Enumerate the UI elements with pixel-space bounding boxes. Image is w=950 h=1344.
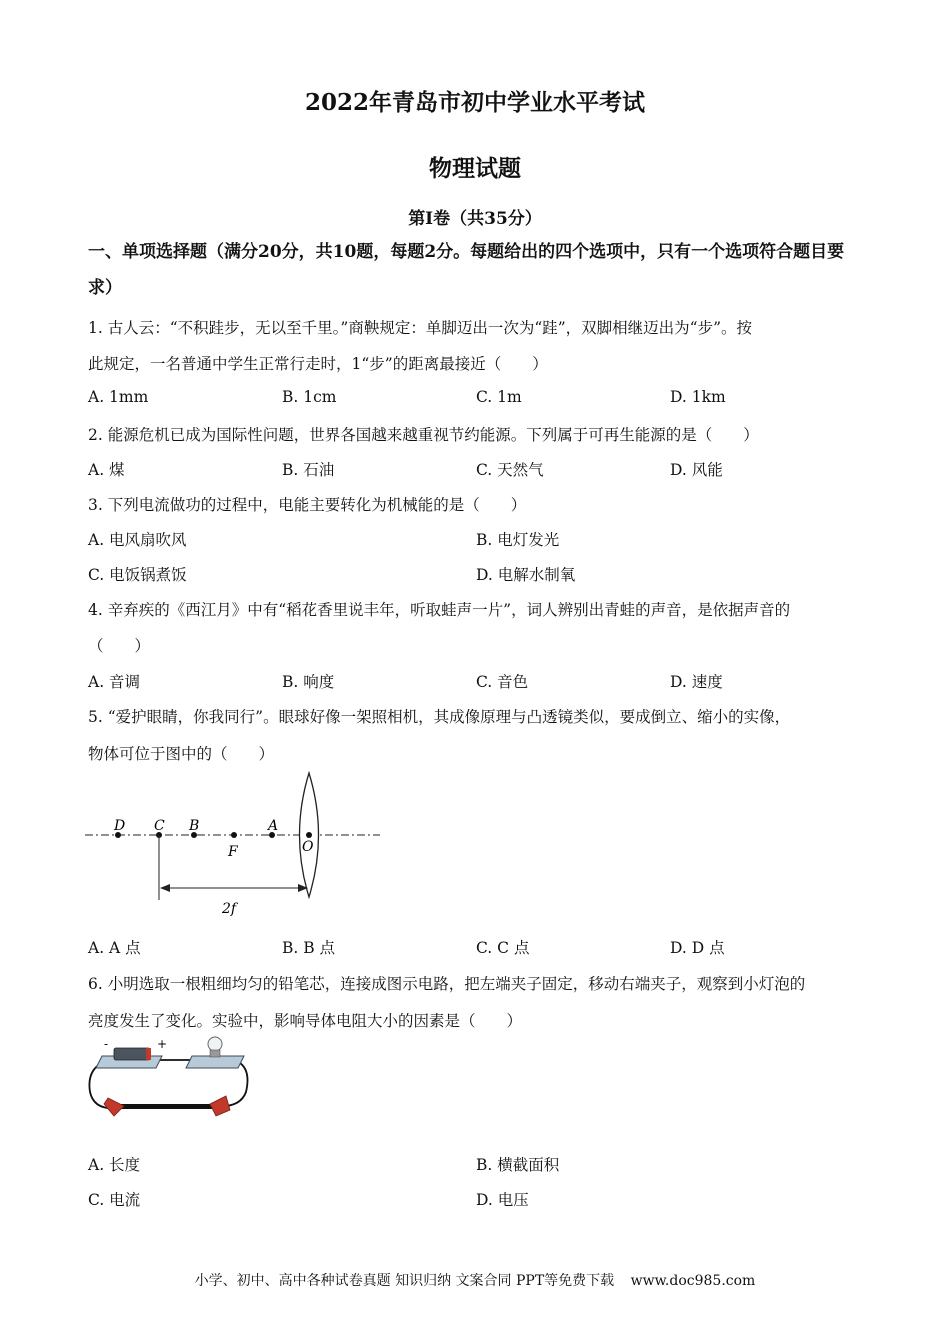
question-1-option-a: A. 1mm	[88, 388, 149, 406]
lens-diagram	[80, 768, 390, 918]
right-clip-icon	[210, 1096, 230, 1116]
question-6-option-a: A. 长度	[88, 1156, 141, 1174]
point-a-label: A	[268, 818, 279, 834]
battery-plus-label: +	[157, 1037, 168, 1051]
question-1-option-c: C. 1m	[476, 388, 522, 406]
question-2-option-d: D. 风能	[670, 461, 723, 479]
question-2-option-c: C. 天然气	[476, 461, 544, 479]
question-1-option-b: B. 1cm	[282, 388, 337, 406]
point-b-label: B	[189, 818, 200, 834]
distance-label: 2f	[222, 901, 237, 917]
distance-arrow-left	[160, 884, 170, 892]
question-6-line-1: 6. 小明选取一根粗细均匀的铅笔芯，连接成图示电路，把左端夹子固定，移动右端夹子，观察到小灯泡的	[88, 975, 806, 993]
question-3-option-c: C. 电饭锅煮饭	[88, 566, 187, 584]
bulb-base	[186, 1056, 244, 1068]
pencil-lead	[116, 1104, 218, 1109]
question-3-option-a: A. 电风扇吹风	[88, 531, 187, 549]
point-c-label: C	[154, 818, 165, 834]
question-4-option-a: A. 音调	[88, 673, 141, 691]
question-6-option-b: B. 横截面积	[476, 1156, 560, 1174]
question-4-option-b: B. 响度	[282, 673, 335, 691]
question-1-line-1: 1. 古人云：“不积跬步，无以至千里。”商鞅规定：单脚迈出一次为“跬”，双脚相继迈出为“步”。按	[88, 319, 753, 337]
point-o-marker	[306, 832, 312, 838]
question-5-line-1: 5. “爱护眼睛，你我同行”。眼球好像一架照相机，其成像原理与凸透镜类似，要成倒立、缩小的实像，	[88, 708, 791, 726]
question-1-option-d: D. 1km	[670, 388, 726, 406]
point-d-label: D	[114, 818, 126, 834]
point-o-label: O	[302, 839, 314, 855]
question-6-option-d: D. 电压	[476, 1191, 529, 1209]
question-5-line-2: 物体可位于图中的（ ）	[88, 745, 275, 763]
question-4-line-1: 4. 辛弃疾的《西江月》中有“稻花香里说丰年，听取蛙声一片”，词人辨别出青蛙的声音，是依据声音的	[88, 601, 791, 619]
footer-link[interactable]: www.doc985.com	[630, 1273, 756, 1289]
bulb-socket	[210, 1050, 220, 1057]
exam-title: 2022年青岛市初中学业水平考试	[304, 89, 645, 116]
question-2-line-1: 2. 能源危机已成为国际性问题，世界各国越来越重视节约能源。下列属于可再生能源的是（ ）	[88, 426, 759, 444]
question-6-line-2: 亮度发生了变化。实验中，影响导体电阻大小的因素是（ ）	[88, 1012, 523, 1030]
question-3-option-d: D. 电解水制氧	[476, 566, 576, 584]
section-heading: 一、单项选择题（满分20分，共10题，每题2分。每题给出的四个选项中，只有一个选项符合题目要求）	[88, 242, 845, 298]
volume-heading: 第I卷（共35分）	[408, 209, 542, 229]
question-4-option-c: C. 音色	[476, 673, 529, 691]
question-5-option-a: A. A 点	[88, 939, 141, 957]
light-bulb-icon	[208, 1037, 222, 1051]
question-1-line-2: 此规定，一名普通中学生正常行走时，1“步”的距离最接近（ ）	[88, 355, 548, 373]
footer-text: 小学、初中、高中各种试卷真题 知识归纳 文案合同 PPT等免费下载	[194, 1273, 615, 1289]
battery-minus-label: -	[104, 1037, 109, 1051]
left-clip-icon	[104, 1098, 124, 1116]
circuit-diagram	[84, 1036, 254, 1130]
question-5-option-b: B. B 点	[282, 939, 336, 957]
question-2-option-a: A. 煤	[88, 461, 125, 479]
question-4-option-d: D. 速度	[670, 673, 723, 691]
question-2-option-b: B. 石油	[282, 461, 335, 479]
question-5-option-d: D. D 点	[670, 939, 725, 957]
point-f-label: F	[228, 844, 238, 860]
page-footer	[0, 1270, 950, 1290]
point-f-marker	[231, 832, 237, 838]
question-3-option-b: B. 电灯发光	[476, 531, 560, 549]
battery-icon	[114, 1048, 150, 1060]
question-5-option-c: C. C 点	[476, 939, 530, 957]
battery-terminal	[146, 1048, 151, 1060]
exam-subtitle: 物理试题	[429, 155, 521, 182]
question-6-option-c: C. 电流	[88, 1191, 141, 1209]
question-3-line-1: 3. 下列电流做功的过程中，电能主要转化为机械能的是（ ）	[88, 496, 527, 514]
question-4-line-2: （ ）	[88, 637, 151, 655]
